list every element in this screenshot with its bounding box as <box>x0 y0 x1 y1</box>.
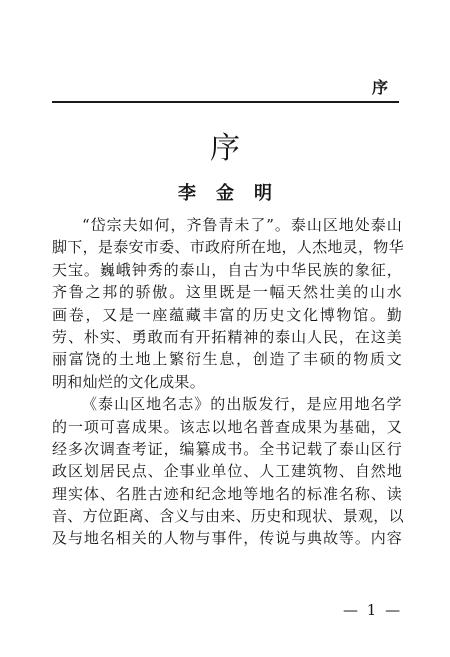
running-head-title: 序 <box>372 78 389 97</box>
text-line: 的一项可喜成果。该志以地名普查成果为基础，又 <box>52 417 402 436</box>
text-line: 理实体、名胜古迹和纪念地等地名的标准名称、读 <box>52 484 402 503</box>
text-line: 经多次调查考证，编纂成书。全书记载了泰山区行 <box>52 439 402 458</box>
text-line: 天宝。巍峨钟秀的泰山，自古为中华民族的象征， <box>52 260 402 279</box>
text-line: 齐鲁之邦的骄傲。这里既是一幅天然壮美的山水 <box>52 283 402 302</box>
page-number: — 1 — <box>343 601 403 619</box>
header-rule <box>52 101 399 103</box>
text-line: 丽富饶的土地上繁衍生息，创造了丰硕的物质文 <box>52 350 402 369</box>
text-line: 音、方位距离、含义与由来、历史和现状、景观，以 <box>52 507 404 526</box>
text-line: 脚下，是泰安市委、市政府所在地，人杰地灵，物华 <box>52 238 404 257</box>
text-line: 《泰山区地名志》的出版发行，是应用地名学 <box>82 395 402 414</box>
text-line: 劳、朴实、勇敢而有开拓精神的泰山人民，在这美 <box>52 327 402 346</box>
body-text <box>52 214 402 550</box>
author-name: 李金明 <box>178 183 292 204</box>
text-line: 明和灿烂的文化成果。 <box>52 372 206 391</box>
text-line: 画卷，又是一座蕴藏丰富的历史文化博物馆。勤 <box>52 305 402 324</box>
text-line: 政区划居民点、企事业单位、人工建筑物、自然地 <box>52 462 402 481</box>
page-title: 序 <box>210 131 240 166</box>
text-line: 及与地名相关的人物与事件，传说与典故等。内容 <box>52 529 402 548</box>
text-line: “岱宗夫如何，齐鲁青未了”。泰山区地处泰山 <box>82 216 402 234</box>
